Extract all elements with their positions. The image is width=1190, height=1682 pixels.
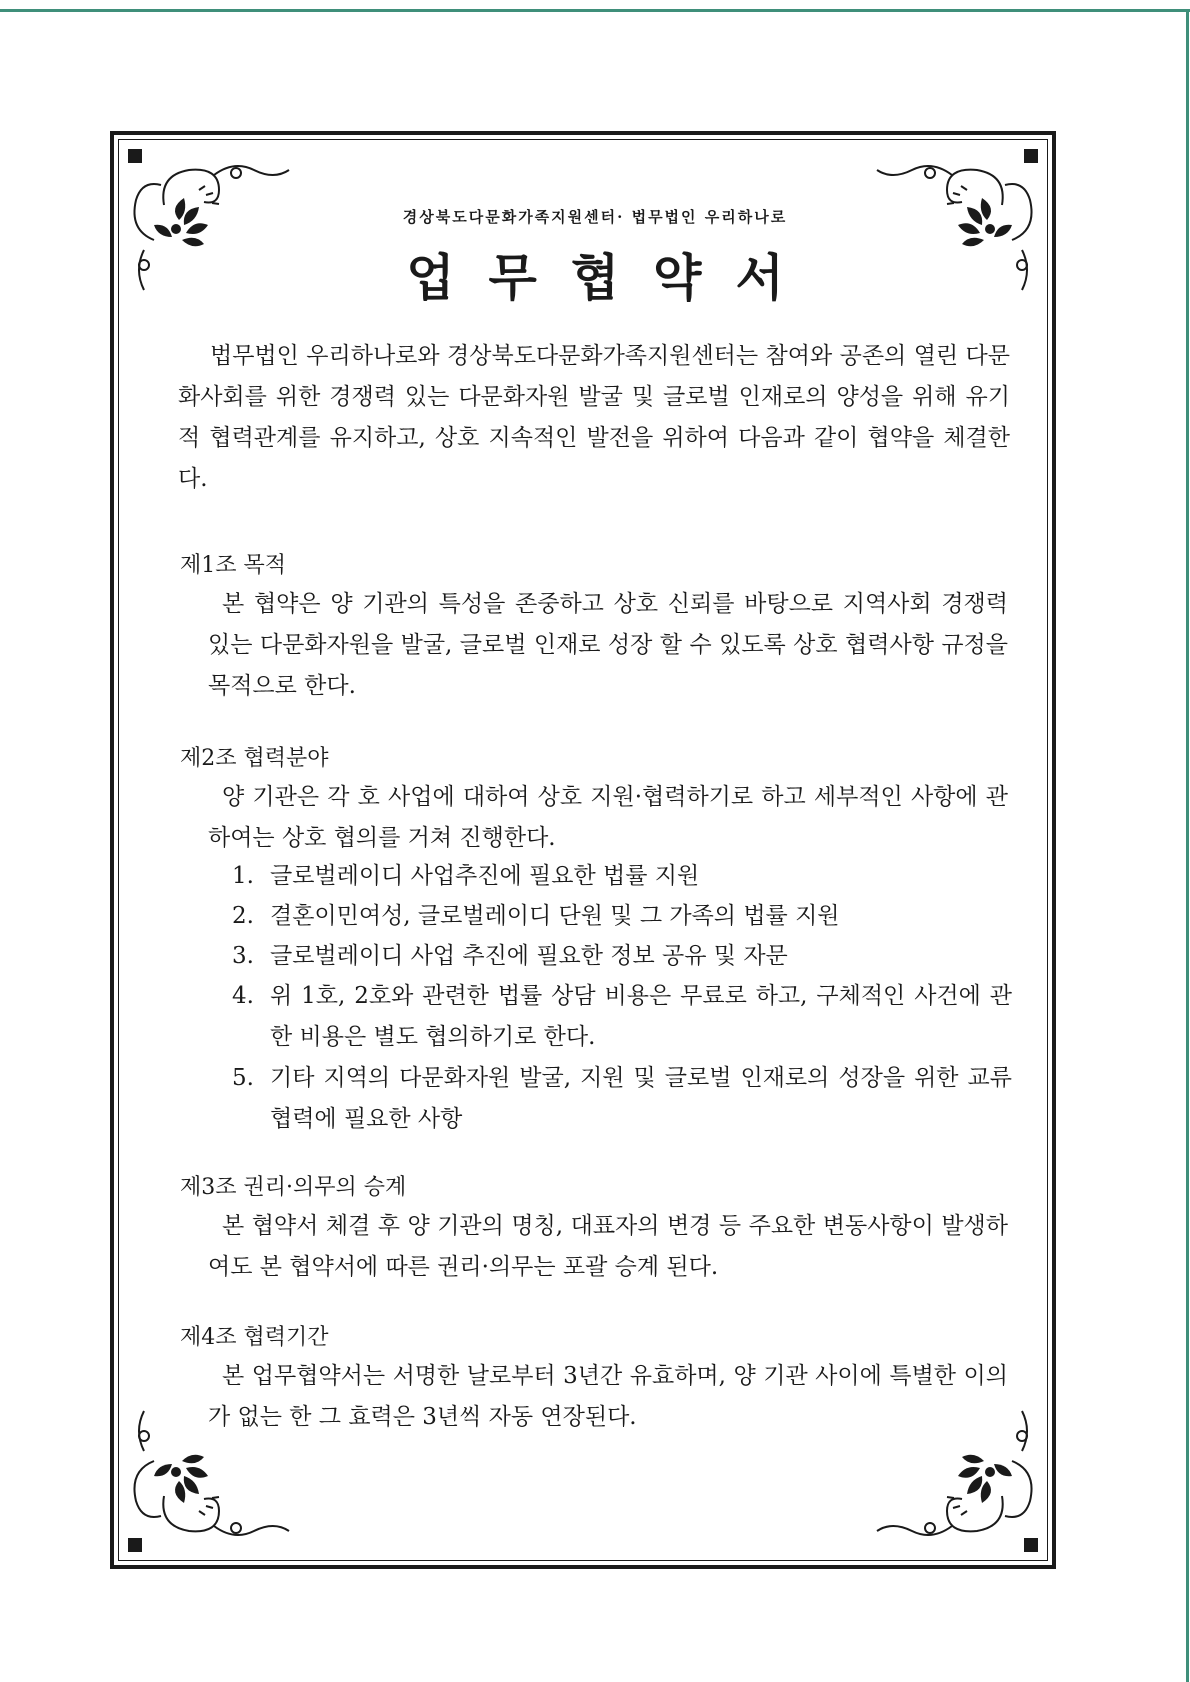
article-4-heading: 제4조 협력기간 <box>180 1325 329 1350</box>
article-2-body: 양 기관은 각 호 사업에 대하여 상호 지원·협력하기로 하고 세부적인 사항에 관하여는 상호 협의를 거쳐 진행한다. <box>208 784 1008 851</box>
list-item-number: 1. <box>232 863 254 889</box>
list-item-text: 결혼이민여성, 글로벌레이디 단원 및 그 가족의 법률 지원 <box>270 903 840 929</box>
list-item-number: 3. <box>232 943 254 969</box>
list-item-number: 5. <box>232 1065 254 1091</box>
list-item <box>232 936 1012 977</box>
list-item-text: 글로벌레이디 사업 추진에 필요한 정보 공유 및 자문 <box>270 943 788 969</box>
list-item-text: 위 1호, 2호와 관련한 법률 상담 비용은 무료로 하고, 구체적인 사건에 관한 비용은 별도 협의하기로 한다. <box>270 983 1012 1050</box>
list-item-number: 4. <box>232 983 254 1009</box>
document-title: 업무협약서 <box>406 248 818 307</box>
intro-paragraph: 법무법인 우리하나로와 경상북도다문화가족지원센터는 참여와 공존의 열린 다문화사회를 위한 경쟁력 있는 다문화자원 발굴 및 글로벌 인재로의 양성을 위해 유기적 협력관계를 유지하고, 상호 지속적인 발전을 위하여 다음과 같이 협약을 체결한다. <box>178 343 1010 492</box>
article-3-body: 본 협약서 체결 후 양 기관의 명칭, 대표자의 변경 등 주요한 변동사항이 발생하여도 본 협약서에 따른 권리·의무는 포괄 승계 된다. <box>208 1213 1008 1280</box>
article-3-heading: 제3조 권리·의무의 승계 <box>180 1175 407 1200</box>
article-1-heading: 제1조 목적 <box>180 553 286 578</box>
list-item <box>232 976 1012 1058</box>
article-4-body: 본 업무협약서는 서명한 날로부터 3년간 유효하며, 양 기관 사이에 특별한 이의가 없는 한 그 효력은 3년씩 자동 연장된다. <box>208 1363 1008 1430</box>
list-item-number: 2. <box>232 903 254 929</box>
list-item-text: 기타 지역의 다문화자원 발굴, 지원 및 글로벌 인재로의 성장을 위한 교류 협력에 필요한 사항 <box>270 1065 1012 1132</box>
article-2-heading: 제2조 협력분야 <box>180 746 329 771</box>
list-item <box>232 1058 1012 1140</box>
list-item <box>232 896 1012 937</box>
top-accent-rule <box>0 9 1190 12</box>
document-subtitle: 경상북도다문화가족지원센터· 법무법인 우리하나로 <box>402 208 788 226</box>
article-1-body: 본 협약은 양 기관의 특성을 존중하고 상호 신뢰를 바탕으로 지역사회 경쟁력 있는 다문화자원을 발굴, 글로벌 인재로 성장 할 수 있도록 상호 협력사항 규정을 목적으로 한다. <box>208 591 1008 699</box>
list-item-text: 글로벌레이디 사업추진에 필요한 법률 지원 <box>270 863 700 889</box>
list-item <box>232 856 1012 897</box>
